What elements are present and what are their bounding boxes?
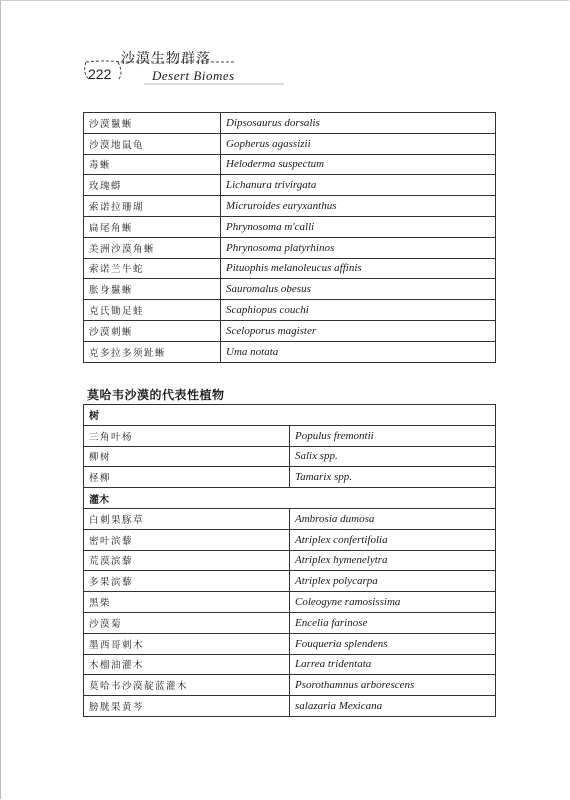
chinese-name-cell: 多果滨藜: [84, 571, 290, 592]
latin-name-cell: Uma notata: [221, 341, 496, 362]
latin-name-cell: Populus fremontii: [290, 425, 496, 446]
running-header: [84, 46, 304, 86]
book-title: 沙漠生物群落: [121, 51, 211, 67]
table-row: [84, 633, 496, 654]
latin-name-cell: Encelia farinose: [290, 612, 496, 633]
table-row: [84, 113, 496, 134]
category-label: 灌木: [84, 488, 496, 509]
chinese-name-cell: 荒漠滨藜: [84, 550, 290, 571]
category-label: 树: [84, 405, 496, 426]
chinese-name-cell: 毒蜥: [84, 154, 221, 175]
table-row: [84, 258, 496, 279]
table-row: [84, 320, 496, 341]
latin-name-cell: Larrea tridentata: [290, 654, 496, 675]
chinese-name-cell: 索诺拉珊瑚: [84, 196, 221, 217]
chinese-name-cell: 索诺兰牛蛇: [84, 258, 221, 279]
latin-name-cell: Tamarix spp.: [290, 467, 496, 488]
latin-name-cell: Sceloporus magister: [221, 320, 496, 341]
table-row: [84, 279, 496, 300]
latin-name-cell: Atriplex polycarpa: [290, 571, 496, 592]
chinese-name-cell: 黑柴: [84, 592, 290, 613]
table-row: [84, 446, 496, 467]
animal-species-table: [83, 112, 496, 363]
table-row: [84, 508, 496, 529]
latin-name-cell: Gopherus agassizii: [221, 133, 496, 154]
chinese-name-cell: 美洲沙漠角蜥: [84, 237, 221, 258]
chinese-name-cell: 扁尾角蜥: [84, 216, 221, 237]
chinese-name-cell: 膀胱果黄芩: [84, 696, 290, 717]
chinese-name-cell: 克氏锄足蛙: [84, 300, 221, 321]
table-row: [84, 696, 496, 717]
table-row: [84, 196, 496, 217]
section-heading: 莫哈韦沙漠的代表性植物: [87, 388, 225, 402]
table-row: [84, 592, 496, 613]
chinese-name-cell: 沙漠刺蜥: [84, 320, 221, 341]
category-row: [84, 405, 496, 426]
latin-name-cell: Pituophis melanoleucus affinis: [221, 258, 496, 279]
chinese-name-cell: 墨西哥刺木: [84, 633, 290, 654]
table-row: [84, 467, 496, 488]
chinese-name-cell: 沙漠鬣蜥: [84, 113, 221, 134]
chinese-name-cell: 柳树: [84, 446, 290, 467]
latin-name-cell: Heloderma suspectum: [221, 154, 496, 175]
latin-name-cell: Dipsosaurus dorsalis: [221, 113, 496, 134]
table-row: [84, 571, 496, 592]
latin-name-cell: Psorothamnus arborescens: [290, 675, 496, 696]
table-row: [84, 133, 496, 154]
table-row: [84, 341, 496, 362]
table-row: [84, 550, 496, 571]
latin-name-cell: Ambrosia dumosa: [290, 508, 496, 529]
latin-name-cell: Sauromalus obesus: [221, 279, 496, 300]
latin-name-cell: Coleogyne ramosissima: [290, 592, 496, 613]
table-row: [84, 154, 496, 175]
plant-species-table: [83, 404, 496, 717]
chinese-name-cell: 莫哈韦沙漠靛蓝灌木: [84, 675, 290, 696]
chinese-name-cell: 沙漠菊: [84, 612, 290, 633]
latin-name-cell: salazaria Mexicana: [290, 696, 496, 717]
latin-name-cell: Lichanura trivirgata: [221, 175, 496, 196]
chinese-name-cell: 克多拉多须趾蜥: [84, 341, 221, 362]
chinese-name-cell: 柽柳: [84, 467, 290, 488]
latin-name-cell: Atriplex hymenelytra: [290, 550, 496, 571]
latin-name-cell: Scaphiopus couchi: [221, 300, 496, 321]
latin-name-cell: Phrynosoma platyrhinos: [221, 237, 496, 258]
category-row: [84, 488, 496, 509]
latin-name-cell: Phrynosoma m'calli: [221, 216, 496, 237]
table-row: [84, 654, 496, 675]
chinese-name-cell: 木榴油灌木: [84, 654, 290, 675]
chinese-name-cell: 白刺果豚草: [84, 508, 290, 529]
table-row: [84, 237, 496, 258]
latin-name-cell: Salix spp.: [290, 446, 496, 467]
page-number: 222: [88, 66, 112, 82]
chinese-name-cell: 胀身鬣蜥: [84, 279, 221, 300]
latin-name-cell: Atriplex confertifolia: [290, 529, 496, 550]
table-row: [84, 175, 496, 196]
table-row: [84, 675, 496, 696]
table-row: [84, 612, 496, 633]
chinese-name-cell: 三角叶杨: [84, 425, 290, 446]
english-title: Desert Biomes: [152, 68, 235, 83]
chinese-name-cell: 密叶滨藜: [84, 529, 290, 550]
table-row: [84, 300, 496, 321]
latin-name-cell: Fouqueria splendens: [290, 633, 496, 654]
latin-name-cell: Micruroides euryxanthus: [221, 196, 496, 217]
table-row: [84, 216, 496, 237]
chinese-name-cell: 沙漠地鼠龟: [84, 133, 221, 154]
table-row: [84, 425, 496, 446]
table-row: [84, 529, 496, 550]
chinese-name-cell: 玫瑰蟒: [84, 175, 221, 196]
